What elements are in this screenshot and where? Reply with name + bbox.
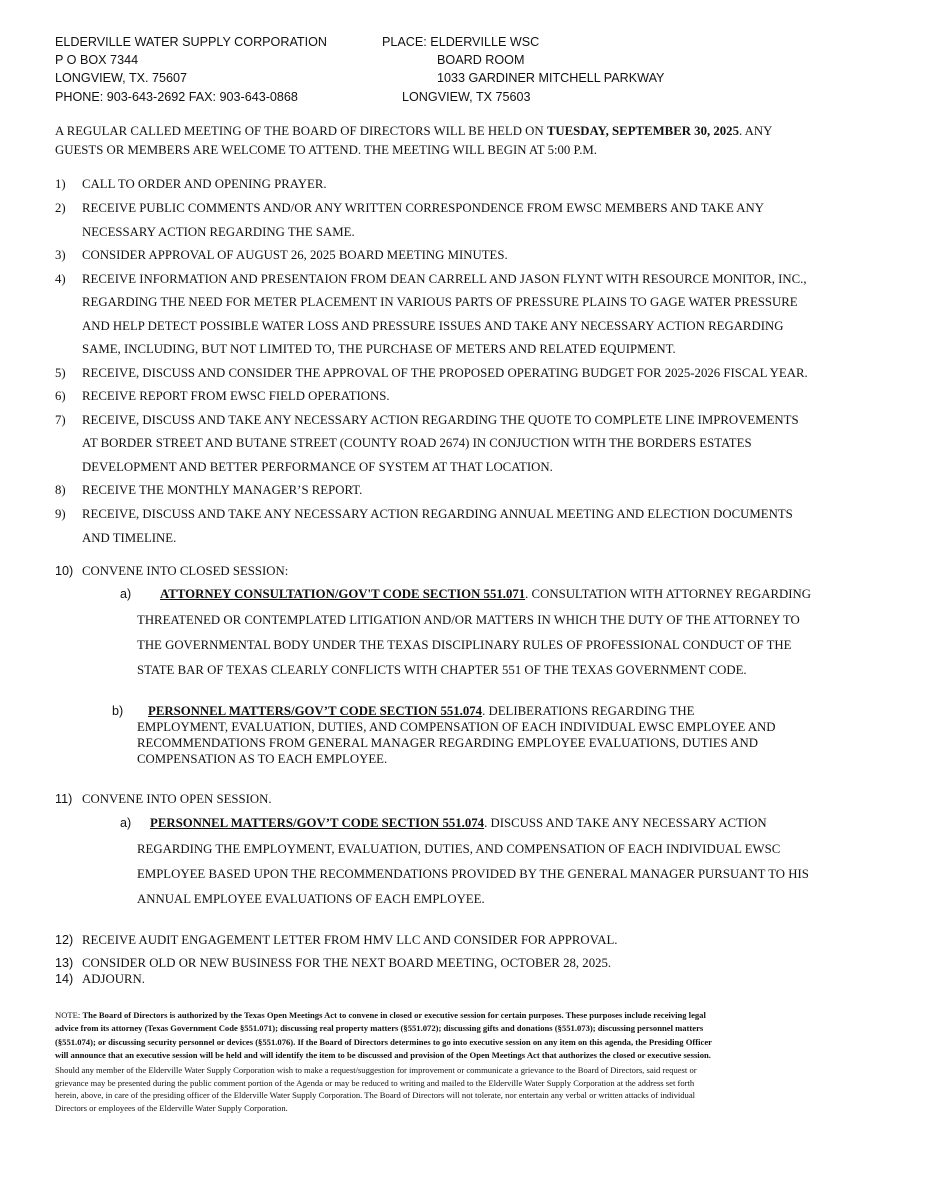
item-number: 3) [55, 248, 66, 262]
item-number: 4) [55, 272, 66, 286]
announcement-text: . ANY [738, 124, 773, 138]
org-city: LONGVIEW, TX. 75607 [55, 71, 188, 85]
subitem-text: ANNUAL EMPLOYEE EVALUATIONS OF EACH EMPLOYEE. [137, 892, 485, 906]
footer-line: Should any member of the Elderville Water Supply Corporation wish to make a request/suggestion for improvement or communicate a grievance to the Board of Directors, said request or [55, 1065, 697, 1075]
item-number: 2) [55, 201, 66, 215]
subitem-letter: a) [120, 816, 132, 830]
place-street: 1033 GARDINER MITCHELL PARKWAY [437, 71, 665, 85]
subitem-closed-b [148, 704, 694, 719]
meeting-date: TUESDAY, SEPTEMBER 30, 2025 [546, 124, 739, 138]
agenda-item: RECEIVE, DISCUSS AND TAKE ANY NECESSARY ACTION REGARDING THE QUOTE TO COMPLETE LINE IMPROVEMENTS [82, 413, 799, 427]
subitem-text: THE GOVERNMENTAL BODY UNDER THE TEXAS DISCIPLINARY RULES OF PROFESSIONAL CONDUCT OF THE [137, 638, 792, 652]
item-number: 10) [55, 564, 74, 578]
agenda-item: CALL TO ORDER AND OPENING PRAYER. [82, 177, 327, 191]
item-number: 6) [55, 389, 66, 403]
subitem-title: PERSONNEL MATTERS/GOV’T CODE SECTION 551.074 [150, 816, 485, 830]
note-line [55, 1009, 885, 1022]
place-room: BOARD ROOM [437, 53, 525, 67]
agenda-item: NECESSARY ACTION REGARDING THE SAME. [82, 225, 355, 239]
place-name: PLACE: ELDERVILLE WSC [382, 35, 540, 49]
item-number: 7) [55, 413, 66, 427]
subitem-text: RECOMMENDATIONS FROM GENERAL MANAGER REGARDING EMPLOYEE EVALUATIONS, DUTIES AND [137, 736, 759, 750]
agenda-item: RECEIVE INFORMATION AND PRESENTAION FROM DEAN CARRELL AND JASON FLYNT WITH RESOURCE MONITOR, INC., [82, 272, 807, 286]
subitem-text: . DELIBERATIONS REGARDING THE [482, 704, 695, 718]
item-number: 5) [55, 366, 66, 380]
note-text: The Board of Directors is authorized by the Texas Open Meetings Act to convene in closed or executive session for certain purposes. These purposes include receiving legal [82, 1010, 706, 1020]
agenda-item: RECEIVE THE MONTHLY MANAGER’S REPORT. [82, 483, 363, 497]
org-name: ELDERVILLE WATER SUPPLY CORPORATION [55, 35, 327, 49]
subitem-letter: a) [120, 587, 132, 601]
item-number: 12) [55, 933, 74, 947]
subitem-letter: b) [112, 704, 124, 718]
announcement-line-2: GUESTS OR MEMBERS ARE WELCOME TO ATTEND. THE MEETING WILL BEGIN AT 5:00 P.M. [55, 143, 597, 157]
footer-line: herein, above, in care of the presiding officer of the Elderville Water Supply Corporation. The Board of Directors will not tolerate, nor entertain any verbal or written attacks of individual [55, 1090, 696, 1101]
agenda-item: CONSIDER OLD OR NEW BUSINESS FOR THE NEXT BOARD MEETING, OCTOBER 28, 2025. [82, 956, 612, 970]
announcement-line-1 [55, 124, 772, 139]
agenda-item: CONSIDER APPROVAL OF AUGUST 26, 2025 BOARD MEETING MINUTES. [82, 248, 508, 262]
agenda-item: RECEIVE PUBLIC COMMENTS AND/OR ANY WRITTEN CORRESPONDENCE FROM EWSC MEMBERS AND TAKE ANY [82, 201, 765, 215]
agenda-item: RECEIVE, DISCUSS AND CONSIDER THE APPROVAL OF THE PROPOSED OPERATING BUDGET FOR 2025-2026 FISCAL YEAR. [82, 366, 808, 380]
note-label: NOTE: [55, 1010, 83, 1020]
agenda-item: AT BORDER STREET AND BUTANE STREET (COUNTY ROAD 2674) IN CONJUCTION WITH THE BORDERS ESTATES [82, 436, 752, 450]
subitem-text: . DISCUSS AND TAKE ANY NECESSARY ACTION [484, 816, 767, 830]
subitem-title: ATTORNEY CONSULTATION/GOV'T CODE SECTION 551.071 [160, 587, 526, 601]
agenda-item: RECEIVE REPORT FROM EWSC FIELD OPERATIONS. [82, 389, 390, 403]
footer-line: grievance may be presented during the public comment portion of the Agenda or may be reduced to writing and mailed to the Elderville Water Supply Corporation at the address set forth [55, 1077, 695, 1088]
agenda-item: AND HELP DETECT POSSIBLE WATER LOSS AND PRESSURE ISSUES AND TAKE ANY NECESSARY ACTION REGARDING [82, 319, 784, 333]
subitem-closed-a [160, 587, 811, 602]
item-number: 11) [55, 792, 73, 806]
place-city: LONGVIEW, TX 75603 [402, 90, 531, 104]
subitem-text: REGARDING THE EMPLOYMENT, EVALUATION, DUTIES, AND COMPENSATION OF EACH INDIVIDUAL EWSC [137, 842, 781, 856]
item-number: 9) [55, 507, 66, 521]
footer-line: Directors or employees of the Elderville Water Supply Corporation. [55, 1102, 288, 1113]
grievance-notice [55, 1064, 885, 1114]
item-number: 1) [55, 177, 66, 191]
org-po-box: P O BOX 7344 [55, 53, 139, 67]
note-line: will announce that an executive session will be held and will identify the item to be discussed and provision of the Open Meetings Act that authorizes the closed or executive session. [55, 1049, 711, 1060]
subitem-text: . CONSULTATION WITH ATTORNEY REGARDING [525, 587, 811, 601]
agenda-item: ADJOURN. [82, 972, 145, 986]
note-line: (§551.074); or discussing security personnel or devices (§551.076). If the Board of Directors determines to go into executive session on any item on this agenda, the Presiding Officer [55, 1036, 712, 1047]
executive-session-note [55, 1009, 885, 1062]
agenda-item: AND TIMELINE. [82, 531, 177, 545]
agenda-item: DEVELOPMENT AND BETTER PERFORMANCE OF SYSTEM AT THAT LOCATION. [82, 460, 553, 474]
item-number: 8) [55, 483, 66, 497]
agenda-item: CONVENE INTO CLOSED SESSION: [82, 564, 289, 578]
subitem-title: PERSONNEL MATTERS/GOV’T CODE SECTION 551.074 [148, 704, 483, 718]
agenda-item: RECEIVE, DISCUSS AND TAKE ANY NECESSARY ACTION REGARDING ANNUAL MEETING AND ELECTION DOCUMENTS [82, 507, 793, 521]
item-number: 13) [55, 956, 74, 970]
agenda-item: CONVENE INTO OPEN SESSION. [82, 792, 272, 806]
item-number: 14) [55, 972, 74, 986]
org-phone-fax: PHONE: 903-643-2692 FAX: 903-643-0868 [55, 90, 298, 104]
subitem-text: EMPLOYEE BASED UPON THE RECOMMENDATIONS PROVIDED BY THE GENERAL MANAGER PURSUANT TO HIS [137, 867, 809, 881]
agenda-item: REGARDING THE NEED FOR METER PLACEMENT IN VARIOUS PARTS OF PRESSURE PLAINS TO GAGE WATER PRESSURE [82, 295, 798, 309]
announcement-text: A REGULAR CALLED MEETING OF THE BOARD OF DIRECTORS WILL BE HELD ON [55, 124, 547, 138]
note-line: advice from its attorney (Texas Government Code §551.071); discussing real property matters (§551.072); discussing gifts and donations (§551.073); discussing personnel matters [55, 1023, 704, 1034]
subitem-open-a [150, 816, 767, 831]
subitem-text: THREATENED OR CONTEMPLATED LITIGATION AND/OR MATTERS IN WHICH THE DUTY OF THE ATTORNEY TO [137, 613, 800, 627]
subitem-text: STATE BAR OF TEXAS CLEARLY CONFLICTS WITH CHAPTER 551 OF THE TEXAS GOVERNMENT CODE. [137, 663, 747, 677]
subitem-text: EMPLOYMENT, EVALUATION, DUTIES, AND COMPENSATION OF EACH INDIVIDUAL EWSC EMPLOYEE AND [137, 720, 776, 734]
subitem-text: COMPENSATION AS TO EACH EMPLOYEE. [137, 752, 388, 766]
agenda-item: SAME, INCLUDING, BUT NOT LIMITED TO, THE PURCHASE OF METERS AND RELATED EQUIPMENT. [82, 342, 676, 356]
agenda-item: RECEIVE AUDIT ENGAGEMENT LETTER FROM HMV LLC AND CONSIDER FOR APPROVAL. [82, 933, 618, 947]
